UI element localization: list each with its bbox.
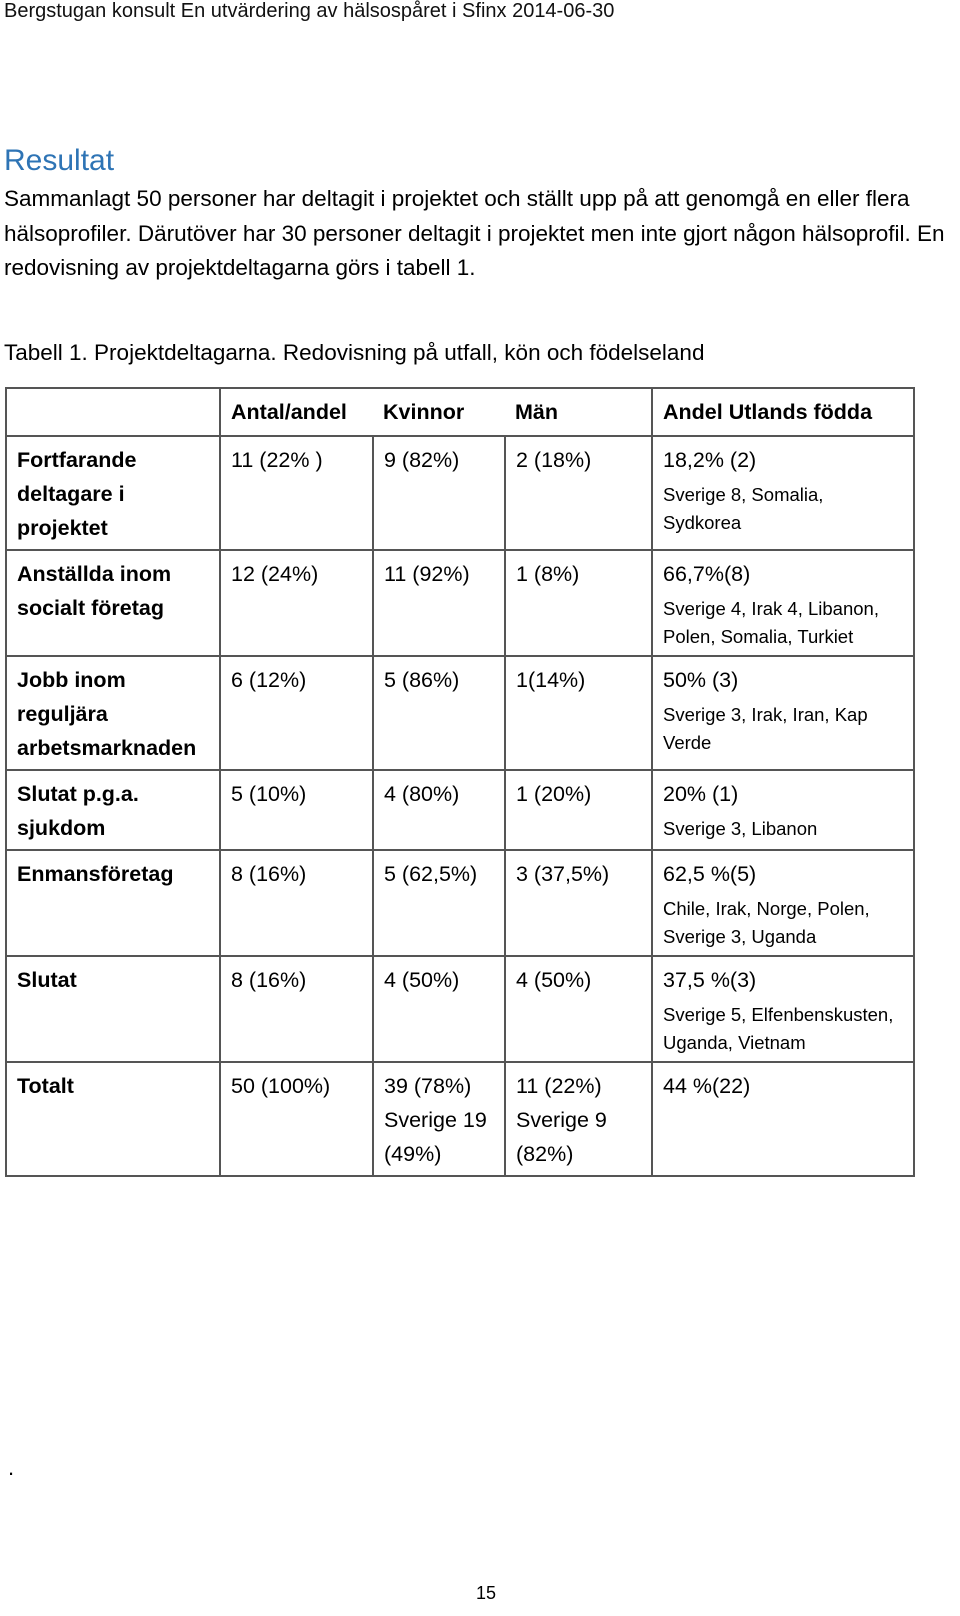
cell-kvinnor-value: 4 (50%) <box>384 968 460 992</box>
row-label <box>6 770 220 850</box>
participants-table <box>5 387 915 1177</box>
cell-antal-value: 5 (10%) <box>231 782 307 806</box>
cell-andel-detail: Sverige 8, Somalia, Sydkorea <box>663 484 824 533</box>
cell-kvinnor <box>373 656 505 770</box>
cell-andel-value: 20% (1) <box>663 782 739 806</box>
table-row <box>6 1062 914 1176</box>
row-label <box>6 850 220 956</box>
row-label-value: Fortfarande deltagare i projektet <box>17 448 137 540</box>
cell-kvinnor-value: 39 (78%) <box>384 1074 472 1098</box>
cell-antal <box>220 1062 373 1176</box>
trailing-dot: . <box>8 1455 15 1480</box>
cell-man <box>505 436 652 550</box>
cell-andel <box>652 656 914 770</box>
cell-man <box>505 1062 652 1176</box>
cell-man <box>505 656 652 770</box>
cell-andel-detail: Sverige 4, Irak 4, Libanon, Polen, Somalia, Turkiet <box>663 598 879 647</box>
page-number: 15 <box>476 1583 497 1603</box>
table-row <box>6 850 914 956</box>
cell-antal-value: 12 (24%) <box>231 562 319 586</box>
cell-kvinnor <box>373 550 505 656</box>
cell-andel <box>652 770 914 850</box>
cell-kvinnor <box>373 1062 505 1176</box>
row-label <box>6 956 220 1062</box>
row-label-value: Jobb inom reguljära arbetsmarknaden <box>17 668 197 760</box>
intro-paragraph: Sammanlagt 50 personer har deltagit i projektet och ställt upp på att genomgå en eller flera hälsoprofiler. Därutöver har 30 personer deltagit i projektet men inte gjort någon hälsoprofil. En redovisning av projektdeltagarna görs i tabell 1. <box>4 186 945 280</box>
cell-man-value: 4 (50%) <box>516 968 592 992</box>
cell-man-value: 1 (20%) <box>516 782 592 806</box>
row-label-value: Slutat <box>17 968 77 992</box>
running-header: Bergstugan konsult En utvärdering av hälsospåret i Sfinx 2014-06-30 <box>4 0 615 22</box>
cell-man-value: 1 (8%) <box>516 562 580 586</box>
header-empty-cell <box>6 388 220 436</box>
cell-man-value: 11 (22%) <box>516 1074 602 1098</box>
cell-antal <box>220 550 373 656</box>
cell-man-value: 2 (18%) <box>516 448 592 472</box>
cell-andel-value: 66,7%(8) <box>663 562 751 586</box>
row-label <box>6 1062 220 1176</box>
cell-kvinnor-detail: Sverige 19 (49%) <box>384 1108 487 1166</box>
table-row <box>6 436 914 550</box>
cell-andel <box>652 1062 914 1176</box>
cell-kvinnor-value: 11 (92%) <box>384 562 470 586</box>
row-label <box>6 550 220 656</box>
cell-andel-value: 62,5 %(5) <box>663 862 757 886</box>
row-label-value: Totalt <box>17 1074 74 1098</box>
header-antal: Antal/andel <box>220 388 373 436</box>
cell-antal-value: 8 (16%) <box>231 862 307 886</box>
cell-andel <box>652 550 914 656</box>
cell-man <box>505 770 652 850</box>
cell-antal <box>220 656 373 770</box>
cell-kvinnor <box>373 770 505 850</box>
row-label-value: Anställda inom socialt företag <box>17 562 172 620</box>
row-label-value: Enmansföretag <box>17 862 174 886</box>
table-row <box>6 550 914 656</box>
cell-kvinnor-value: 9 (82%) <box>384 448 460 472</box>
header-man: Män <box>505 388 652 436</box>
cell-andel-detail: Sverige 3, Irak, Iran, Kap Verde <box>663 704 868 753</box>
cell-man <box>505 956 652 1062</box>
cell-antal-value: 6 (12%) <box>231 668 307 692</box>
cell-kvinnor-value: 5 (62,5%) <box>384 862 478 886</box>
cell-antal <box>220 436 373 550</box>
row-label <box>6 656 220 770</box>
cell-man <box>505 850 652 956</box>
cell-antal <box>220 770 373 850</box>
table-row <box>6 656 914 770</box>
cell-man-detail: Sverige 9 (82%) <box>516 1108 607 1166</box>
cell-andel-detail: Sverige 5, Elfenbenskusten, Uganda, Vietnam <box>663 1004 894 1053</box>
cell-andel <box>652 850 914 956</box>
cell-kvinnor-value: 5 (86%) <box>384 668 460 692</box>
cell-kvinnor <box>373 956 505 1062</box>
table-header-row <box>6 388 914 436</box>
cell-antal-value: 11 (22% ) <box>231 448 323 472</box>
cell-man-value: 3 (37,5%) <box>516 862 610 886</box>
cell-antal <box>220 956 373 1062</box>
cell-man <box>505 550 652 656</box>
cell-kvinnor <box>373 436 505 550</box>
cell-andel <box>652 436 914 550</box>
cell-andel-value: 18,2% (2) <box>663 448 757 472</box>
cell-andel-value: 37,5 %(3) <box>663 968 757 992</box>
cell-antal-value: 8 (16%) <box>231 968 307 992</box>
cell-andel-detail: Sverige 3, Libanon <box>663 818 818 839</box>
cell-andel-detail: Chile, Irak, Norge, Polen, Sverige 3, Uganda <box>663 898 870 947</box>
section-title: Resultat <box>4 144 115 177</box>
cell-antal <box>220 850 373 956</box>
header-kvinnor: Kvinnor <box>373 388 505 436</box>
cell-andel-value: 50% (3) <box>663 668 739 692</box>
row-label-value: Slutat p.g.a. sjukdom <box>17 782 139 840</box>
cell-man-value: 1(14%) <box>516 668 586 692</box>
cell-kvinnor <box>373 850 505 956</box>
table-row <box>6 770 914 850</box>
cell-antal-value: 50 (100%) <box>231 1074 331 1098</box>
cell-kvinnor-value: 4 (80%) <box>384 782 460 806</box>
table-caption: Tabell 1. Projektdeltagarna. Redovisning på utfall, kön och födelseland <box>4 340 705 365</box>
cell-andel-value: 44 %(22) <box>663 1074 751 1098</box>
cell-andel <box>652 956 914 1062</box>
table-row <box>6 956 914 1062</box>
row-label <box>6 436 220 550</box>
header-andel: Andel Utlands födda <box>652 388 914 436</box>
